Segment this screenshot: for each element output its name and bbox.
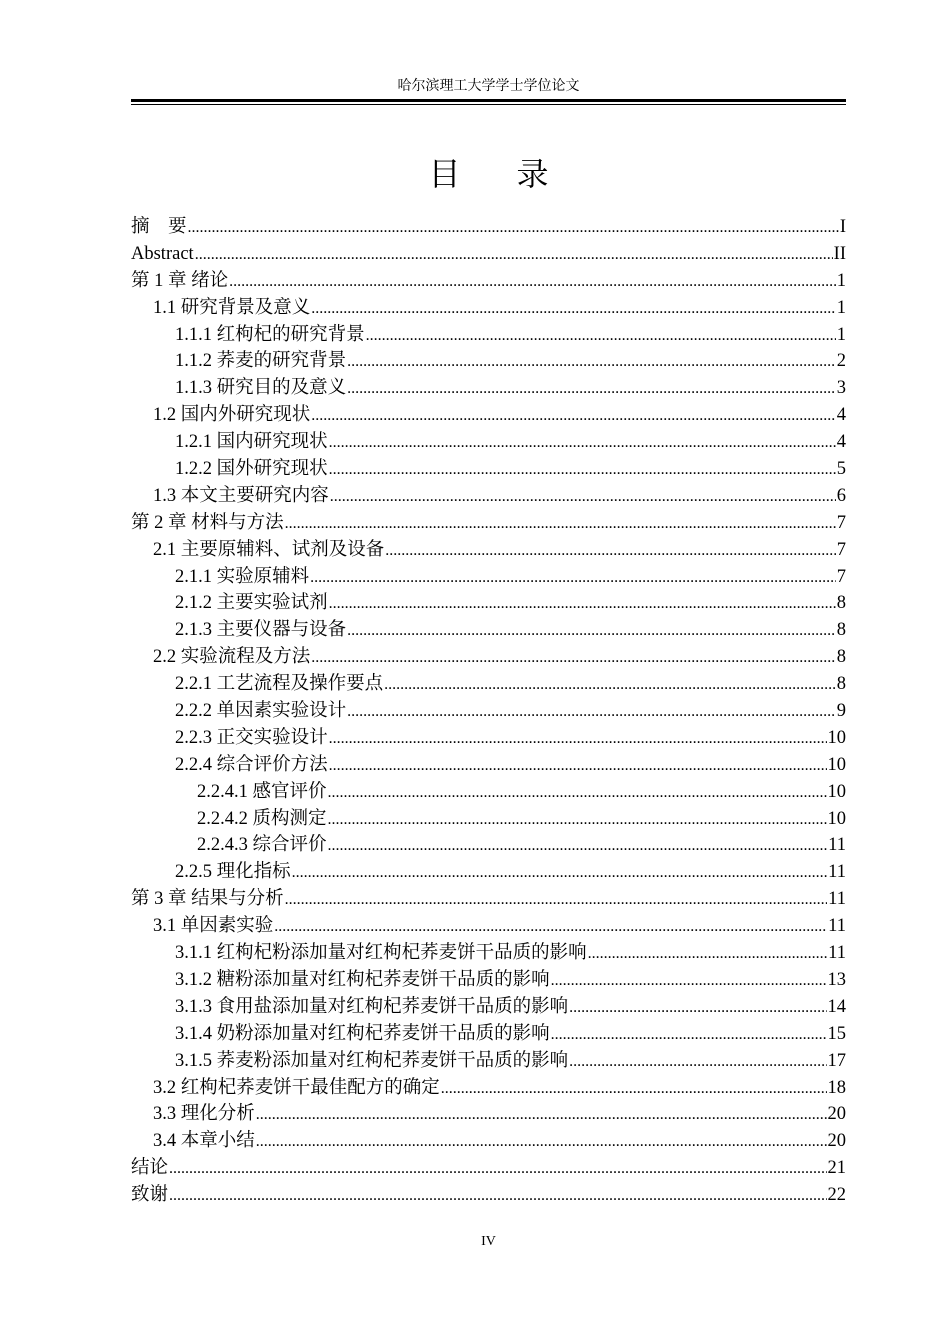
toc-entry-label: 2.2.2 单因素实验设计: [175, 701, 347, 722]
toc-entry-page: 10: [827, 727, 846, 748]
toc-entry-label: 第 1 章 绪论: [131, 270, 229, 291]
toc-entry[interactable]: [131, 483, 846, 510]
toc-entry-label: 1.2.2 国外研究现状: [175, 459, 328, 480]
toc-entry[interactable]: [131, 590, 846, 617]
toc-dot-leader: [328, 780, 827, 806]
toc-dot-leader: [169, 1156, 826, 1182]
toc-entry-label: 1.3 本文主要研究内容: [153, 485, 329, 506]
toc-entry-page: 11: [828, 916, 846, 937]
toc-entry-page: 6: [836, 485, 846, 506]
toc-entry[interactable]: [131, 886, 846, 913]
toc-entry[interactable]: [131, 1075, 846, 1102]
toc-dot-leader: [347, 618, 836, 644]
toc-entry-label: 2.2.4.2 质构测定: [197, 808, 327, 829]
toc-entry-label: 2.2.4.3 综合评价: [197, 835, 327, 856]
toc-entry-label: 致谢: [131, 1185, 169, 1206]
toc-dot-leader: [551, 968, 827, 994]
toc-dot-leader: [329, 457, 836, 483]
toc-dot-leader: [385, 538, 835, 564]
toc-entry[interactable]: [131, 214, 846, 241]
toc-entry-label: 3.1 单因素实验: [153, 916, 274, 937]
toc-entry[interactable]: [131, 1155, 846, 1182]
toc-entry-label: 3.1.2 糖粉添加量对红枸杞荞麦饼干品质的影响: [175, 969, 550, 990]
toc-entry-page: 14: [827, 996, 846, 1017]
toc-dot-leader: [229, 269, 836, 295]
toc-entry[interactable]: [131, 295, 846, 322]
toc-entry-label: 1.1.1 红枸杞的研究背景: [175, 324, 365, 345]
toc-entry-label: 1.1.2 荞麦的研究背景: [175, 351, 347, 372]
toc-entry[interactable]: [131, 537, 846, 564]
toc-dot-leader: [328, 807, 827, 833]
toc-dot-leader: [551, 1022, 827, 1048]
toc-dot-leader: [195, 242, 833, 268]
toc-entry-page: 11: [828, 889, 846, 910]
toc-entry-page: 8: [836, 647, 846, 668]
toc-entry-label: 3.1.4 奶粉添加量对红枸杞荞麦饼干品质的影响: [175, 1023, 550, 1044]
toc-entry[interactable]: [131, 1021, 846, 1048]
toc-dot-leader: [256, 1102, 827, 1128]
toc-dot-leader: [292, 860, 828, 886]
toc-dot-leader: [311, 645, 835, 671]
toc-entry[interactable]: [131, 322, 846, 349]
toc-entry-page: 10: [827, 808, 846, 829]
toc-entry-label: 2.2.1 工艺流程及操作要点: [175, 674, 384, 695]
toc-dot-leader: [329, 430, 836, 456]
toc-entry-page: 11: [828, 862, 846, 883]
toc-entry-page: I: [839, 217, 846, 237]
toc-entry-page: 9: [836, 701, 846, 722]
toc-entry-label: 2.1.2 主要实验试剂: [175, 593, 328, 614]
toc-entry-page: 13: [827, 969, 846, 990]
toc-entry[interactable]: [131, 1048, 846, 1075]
toc-entry[interactable]: [131, 375, 846, 402]
toc-dot-leader: [328, 833, 828, 859]
toc-entry[interactable]: [131, 1182, 846, 1209]
toc-entry-page: 3: [836, 378, 846, 399]
toc-dot-leader: [311, 296, 835, 322]
toc-entry-page: 11: [828, 943, 846, 964]
toc-entry-label: 第 3 章 结果与分析: [131, 889, 284, 910]
toc-entry[interactable]: [131, 402, 846, 429]
toc-entry-page: 4: [836, 432, 846, 453]
toc-entry[interactable]: [131, 832, 846, 859]
toc-dot-leader: [329, 591, 836, 617]
toc-entry-label: 摘 要: [131, 217, 187, 237]
toc-entry-label: 3.1.1 红枸杞粉添加量对红枸杞荞麦饼干品质的影响: [175, 943, 587, 964]
toc-entry[interactable]: [131, 644, 846, 671]
toc-entry[interactable]: [131, 994, 846, 1021]
toc-entry-label: 结论: [131, 1158, 169, 1179]
toc-entry-page: 2: [836, 351, 846, 372]
toc-entry[interactable]: [131, 940, 846, 967]
toc-entry-page: 1: [836, 270, 846, 291]
toc-entry[interactable]: [131, 268, 846, 295]
toc-entry[interactable]: [131, 698, 846, 725]
toc-entry[interactable]: [131, 779, 846, 806]
table-of-contents: [131, 214, 846, 1209]
toc-entry-page: 7: [836, 512, 846, 533]
toc-entry-page: 20: [827, 1131, 846, 1152]
toc-entry[interactable]: [131, 456, 846, 483]
toc-entry-label: 3.4 本章小结: [153, 1131, 255, 1152]
toc-dot-leader: [285, 511, 836, 537]
toc-entry[interactable]: [131, 1128, 846, 1155]
toc-entry[interactable]: [131, 913, 846, 940]
toc-entry-label: 1.1 研究背景及意义: [153, 297, 311, 318]
toc-dot-leader: [285, 887, 828, 913]
toc-entry-label: 3.1.3 食用盐添加量对红枸杞荞麦饼干品质的影响: [175, 996, 569, 1017]
toc-dot-leader: [311, 403, 835, 429]
toc-entry-page: 20: [827, 1104, 846, 1125]
toc-entry-label: 2.2.4.1 感官评价: [197, 781, 327, 802]
toc-dot-leader: [256, 1129, 827, 1155]
toc-entry[interactable]: [131, 241, 846, 268]
header-rule-thick: [131, 99, 846, 102]
toc-entry-label: 3.3 理化分析: [153, 1104, 255, 1125]
toc-entry-label: 2.2.3 正交实验设计: [175, 727, 328, 748]
page-number: IV: [481, 1234, 496, 1249]
toc-entry[interactable]: [131, 671, 846, 698]
toc-entry[interactable]: [131, 859, 846, 886]
toc-entry-label: 2.1 主要原辅料、试剂及设备: [153, 539, 385, 560]
toc-entry[interactable]: [131, 725, 846, 752]
toc-entry-label: 2.1.3 主要仪器与设备: [175, 620, 347, 641]
toc-dot-leader: [569, 1049, 826, 1075]
toc-entry[interactable]: [131, 967, 846, 994]
toc-dot-leader: [347, 349, 836, 375]
toc-entry-page: 8: [836, 674, 846, 695]
toc-entry-page: 10: [827, 781, 846, 802]
toc-entry[interactable]: [131, 752, 846, 779]
toc-entry-page: 8: [836, 593, 846, 614]
toc-entry[interactable]: [131, 348, 846, 375]
toc-entry-page: 5: [836, 459, 846, 480]
toc-dot-leader: [441, 1076, 827, 1102]
toc-entry-page: 4: [836, 405, 846, 426]
toc-entry-label: 1.1.3 研究目的及意义: [175, 378, 347, 399]
toc-entry-page: 17: [827, 1050, 846, 1071]
toc-entry-label: 2.1.1 实验原辅料: [175, 566, 310, 587]
page-title: 目录: [428, 156, 605, 192]
toc-entry-label: 3.1.5 荞麦粉添加量对红枸杞荞麦饼干品质的影响: [175, 1050, 569, 1071]
toc-entry-page: 7: [836, 566, 846, 587]
toc-entry-label: 2.2.4 综合评价方法: [175, 754, 328, 775]
toc-dot-leader: [366, 323, 836, 349]
toc-entry-label: 2.2 实验流程及方法: [153, 647, 311, 668]
toc-dot-leader: [329, 726, 827, 752]
running-header: 哈尔滨理工大学学士学位论文: [397, 79, 580, 94]
toc-entry-page: 22: [827, 1185, 846, 1206]
toc-entry-page: 7: [836, 539, 846, 560]
toc-entry[interactable]: [131, 806, 846, 833]
toc-dot-leader: [347, 699, 836, 725]
toc-entry[interactable]: [131, 617, 846, 644]
toc-entry-page: 18: [827, 1077, 846, 1098]
toc-entry-label: 1.2.1 国内研究现状: [175, 432, 328, 453]
toc-dot-leader: [347, 376, 836, 402]
toc-entry-label: 3.2 红枸杞荞麦饼干最佳配方的确定: [153, 1077, 440, 1098]
toc-entry-page: 1: [836, 297, 846, 318]
toc-entry-label: 第 2 章 材料与方法: [131, 512, 284, 533]
toc-dot-leader: [330, 484, 836, 510]
toc-dot-leader: [384, 672, 836, 698]
toc-dot-leader: [169, 1183, 826, 1209]
toc-entry[interactable]: [131, 429, 846, 456]
toc-dot-leader: [329, 753, 827, 779]
toc-entry-page: II: [833, 243, 846, 264]
toc-entry-label: 2.2.5 理化指标: [175, 862, 291, 883]
toc-entry-page: 1: [836, 324, 846, 345]
toc-dot-leader: [310, 565, 836, 591]
toc-entry-page: 15: [827, 1023, 846, 1044]
toc-entry-page: 11: [828, 835, 846, 856]
toc-dot-leader: [569, 995, 826, 1021]
toc-entry-label: Abstract: [131, 243, 194, 264]
toc-entry[interactable]: [131, 510, 846, 537]
toc-dot-leader: [588, 941, 828, 967]
toc-dot-leader: [274, 914, 827, 940]
toc-entry-label: 1.2 国内外研究现状: [153, 405, 311, 426]
toc-entry[interactable]: [131, 564, 846, 591]
toc-entry-page: 21: [827, 1158, 846, 1179]
header-rule-thin: [131, 104, 846, 105]
toc-dot-leader: [188, 215, 839, 241]
toc-entry-page: 8: [836, 620, 846, 641]
toc-entry-page: 10: [827, 754, 846, 775]
toc-entry[interactable]: [131, 1101, 846, 1128]
